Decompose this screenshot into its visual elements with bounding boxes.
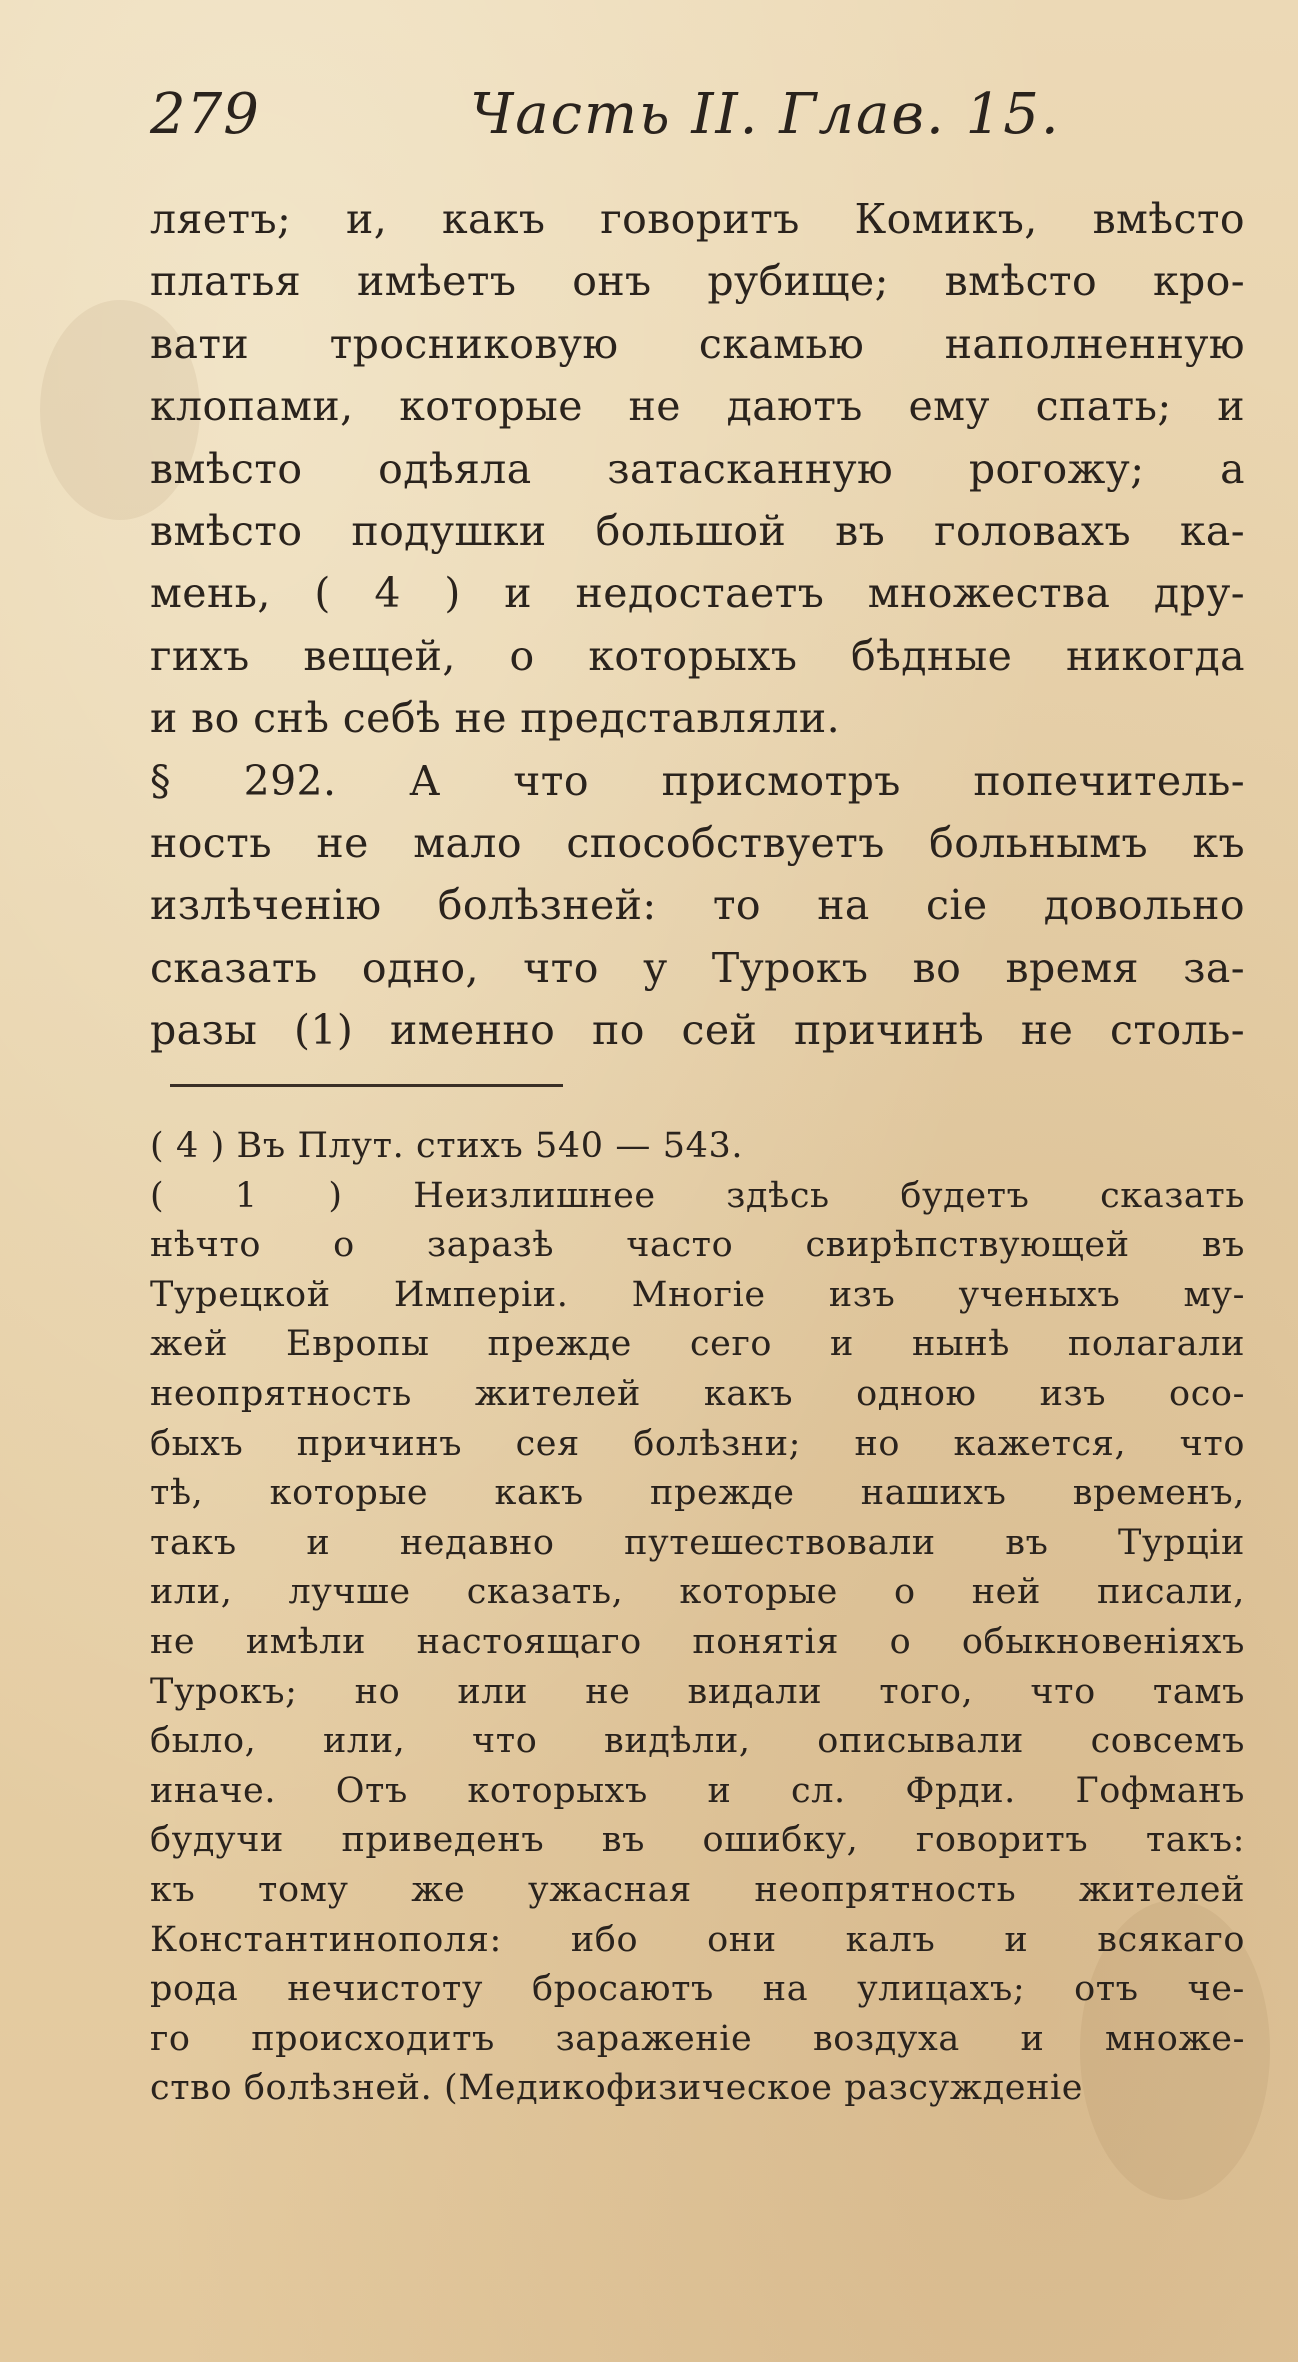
footnote-line: ство болѣзней. (Медикофизическое разсужденіе [150,2068,1084,2109]
section-start-line: § 292. А что присмотръ попечитель- [150,756,1245,805]
text-line: и во снѣ себѣ не представляли. [150,694,841,743]
footnote-line: тѣ, которые какъ прежде нашихъ временъ, [150,1473,1245,1514]
text-line: вати тросниковую скамью наполненную [150,319,1245,368]
footnotes [150,1122,1245,2114]
footnote-line: жей Европы прежде сего и нынѣ полагали [150,1324,1245,1365]
footnote-line: ( 1 ) Неизлишнее здѣсь будетъ сказать [150,1175,1245,1216]
main-text [150,188,1245,1061]
text-line: вмѣсто подушки большой въ головахъ ка- [150,506,1245,555]
text-line: сказать одно, что у Турокъ во время за- [150,943,1245,992]
text-line: излѣченію болѣзней: то на сіе довольно [150,881,1245,930]
footnote-line: иначе. Отъ которыхъ и сл. Фрди. Гофманъ [150,1770,1245,1811]
footnote-line: го происходитъ зараженіе воздуха и множе- [150,2018,1245,2059]
footnote-line: Константинополя: ибо они калъ и всякаго [150,1919,1245,1960]
text-line: гихъ вещей, о которыхъ бѣдные никогда [150,631,1245,680]
text-line: клопами, которые не даютъ ему спать; и [150,382,1245,431]
footnote-line: рода нечистоту бросаютъ на улицахъ; отъ че- [150,1969,1245,2010]
footnote-line: будучи приведенъ въ ошибку, говоритъ такъ: [150,1820,1245,1861]
footnote-line: не имѣли настоящаго понятія о обыкновеніяхъ [150,1621,1245,1662]
footnote-line: къ тому же ужасная неопрятность жителей [150,1869,1245,1910]
text-line: вмѣсто одѣяла затасканную рогожу; а [150,444,1245,493]
text-line: платья имѣетъ онъ рубище; вмѣсто кро- [150,257,1245,306]
footnote-line: ( 4 ) Въ Плут. стихъ 540 — 543. [150,1126,744,1166]
page-number: 279 [150,82,260,147]
footnote-line: было, или, что видѣли, описывали совсемъ [150,1721,1245,1762]
running-head [150,82,1240,152]
footnote-divider [170,1084,563,1087]
footnote-line: неопрятность жителей какъ одною изъ осо- [150,1373,1245,1414]
text-line: разы (1) именно по сей причинѣ не столь- [150,1006,1245,1055]
footnote-line: нѣчто о заразѣ часто свирѣпствующей въ [150,1225,1245,1266]
text-line: ляетъ; и, какъ говоритъ Комикъ, вмѣсто [150,195,1245,243]
footnote-line: Турокъ; но или не видали того, что тамъ [150,1671,1245,1712]
text-line: мень, ( 4 ) и недостаетъ множества дру- [150,569,1245,618]
footnote-line: или, лучше сказать, которые о ней писали, [150,1572,1245,1613]
footnote-line: такъ и недавно путешествовали въ Турціи [150,1522,1245,1563]
footnote-line: Турецкой Имперіи. Многіе изъ ученыхъ му- [150,1274,1245,1315]
text-line: ность не мало способствуетъ больнымъ къ [150,818,1245,867]
running-title: Часть II. Глав. 15. [470,82,1061,147]
footnote-line: быхъ причинъ сея болѣзни; но кажется, что [150,1423,1245,1464]
